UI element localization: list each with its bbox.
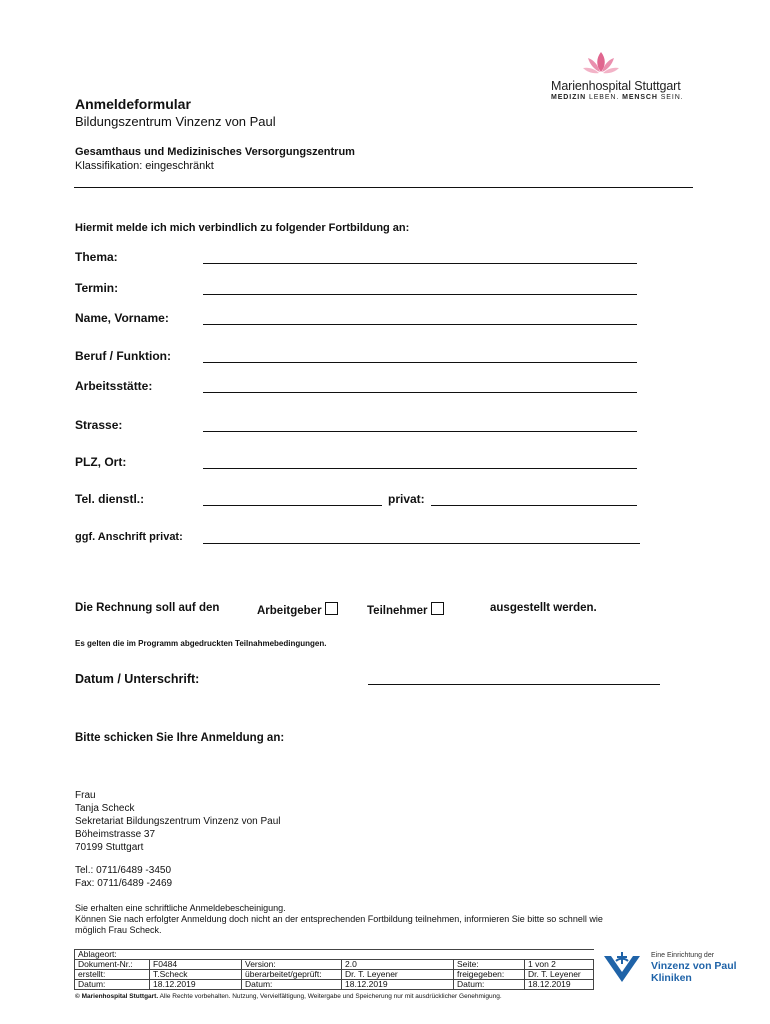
hospital-name: Marienhospital Stuttgart [551, 79, 681, 93]
form-subtitle: Bildungszentrum Vinzenz von Paul [75, 114, 276, 129]
table-cell: F0484 [150, 960, 242, 970]
table-row [75, 970, 594, 980]
tel-privat-field[interactable] [431, 505, 637, 506]
tel-dienst-label: Tel. dienstl.: [75, 492, 145, 506]
beruf-label: Beruf / Funktion: [75, 349, 171, 363]
vvp-caption: Eine Einrichtung der [651, 952, 715, 959]
note-line-2: Können Sie nach erfolgter Anmeldung doch nicht an der entsprechenden Fortbildung teilnehmen, informieren Sie bitte so schnell wie [75, 914, 603, 924]
table-cell: Dokument-Nr.: [75, 960, 150, 970]
teilnehmer-label: Teilnehmer [367, 605, 428, 617]
table-cell: 18.12.2019 [525, 980, 594, 990]
header-divider [74, 187, 693, 188]
signature-field[interactable] [368, 684, 660, 685]
table-cell: 1 von 2 [525, 960, 594, 970]
table-cell: Seite: [454, 960, 525, 970]
conditions-text: Es gelten die im Programm abgedruckten Teilnahmebedingungen. [75, 639, 327, 648]
address-street: Böheimstrasse 37 [75, 829, 156, 840]
arbeitgeber-checkbox[interactable] [325, 602, 338, 615]
table-cell: Dr. T. Leyener [342, 970, 454, 980]
vvp-name-line-2: Kliniken [651, 972, 692, 984]
termin-label: Termin: [75, 281, 119, 295]
hospital-tagline: MEDIZIN LEBEN. MENSCH SEIN. [551, 94, 684, 101]
address-phone: Tel.: 0711/6489 -3450 [75, 865, 172, 876]
table-cell: Datum: [75, 980, 150, 990]
document-info-table [74, 949, 594, 990]
beruf-field[interactable] [203, 362, 637, 363]
table-cell: 18.12.2019 [150, 980, 242, 990]
anschrift-field[interactable] [203, 543, 640, 544]
form-title: Anmeldeformular [75, 96, 191, 112]
intro-text: Hiermit melde ich mich verbindlich zu folgender Fortbildung an: [75, 222, 410, 234]
name-field[interactable] [203, 324, 637, 325]
strasse-field[interactable] [203, 431, 637, 432]
signature-label: Datum / Unterschrift: [75, 672, 200, 686]
ablageort-cell: Ablageort: [75, 950, 594, 960]
arbeitgeber-option[interactable] [257, 602, 338, 617]
address-fax: Fax: 0711/6489 -2469 [75, 878, 173, 889]
table-cell: 18.12.2019 [342, 980, 454, 990]
invoice-prefix: Die Rechnung soll auf den [75, 602, 220, 614]
thema-field[interactable] [203, 263, 637, 264]
table-cell: 2.0 [342, 960, 454, 970]
classification-label: Klassifikation: eingeschränkt [75, 160, 214, 172]
note-line-1: Sie erhalten eine schriftliche Anmeldebescheinigung. [75, 903, 286, 913]
tel-privat-label: privat: [388, 492, 425, 506]
thema-label: Thema: [75, 250, 118, 264]
name-label: Name, Vorname: [75, 311, 169, 325]
copyright-notice: © Marienhospital Stuttgart. Alle Rechte vorbehalten. Nutzung, Vervielfältigung, Weitergabe und Speicherung nur mit ausdrücklicher Genehmigung. [75, 993, 502, 1000]
table-row [75, 960, 594, 970]
plz-ort-field[interactable] [203, 468, 637, 469]
table-cell: erstellt: [75, 970, 150, 980]
table-cell: Version: [242, 960, 342, 970]
teilnehmer-checkbox[interactable] [431, 602, 444, 615]
table-row [75, 950, 594, 960]
table-cell: T.Scheck [150, 970, 242, 980]
address-department: Sekretariat Bildungszentrum Vinzenz von Paul [75, 816, 281, 827]
lotus-logo-icon [583, 50, 619, 78]
arbeitsstaette-field[interactable] [203, 392, 637, 393]
arbeitgeber-label: Arbeitgeber [257, 605, 322, 617]
table-cell: freigegeben: [454, 970, 525, 980]
invoice-suffix: ausgestellt werden. [490, 602, 597, 614]
vvp-name-line-1: Vinzenz von Paul [651, 960, 737, 972]
table-cell: Dr. T. Leyener [525, 970, 594, 980]
address-name: Tanja Scheck [75, 803, 135, 814]
address-salutation: Frau [75, 790, 96, 801]
tel-dienst-field[interactable] [203, 505, 382, 506]
note-line-3: möglich Frau Scheck. [75, 925, 162, 935]
table-cell: Datum: [454, 980, 525, 990]
table-cell: überarbeitet/geprüft: [242, 970, 342, 980]
teilnehmer-option[interactable] [367, 602, 444, 617]
organisation-name: Gesamthaus und Medizinisches Versorgungszentrum [75, 146, 355, 158]
anschrift-label: ggf. Anschrift privat: [75, 531, 183, 543]
vinzenz-von-paul-logo-icon [602, 952, 642, 984]
address-city: 70199 Stuttgart [75, 842, 144, 853]
arbeitsstaette-label: Arbeitsstätte: [75, 379, 153, 393]
send-to-heading: Bitte schicken Sie Ihre Anmeldung an: [75, 732, 285, 744]
termin-field[interactable] [203, 294, 637, 295]
table-row [75, 980, 594, 990]
table-cell: Datum: [242, 980, 342, 990]
strasse-label: Strasse: [75, 418, 123, 432]
plz-ort-label: PLZ, Ort: [75, 455, 127, 469]
